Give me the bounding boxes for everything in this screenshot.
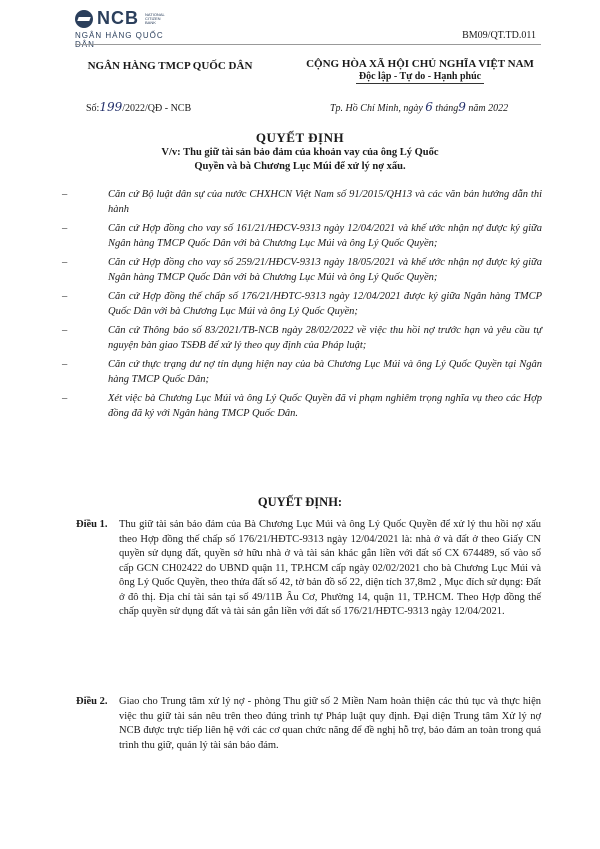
legal-basis-text: Căn cứ Hợp đồng thế chấp số 176/21/HĐTC-9313 ngày 12/04/2021 được ký giữa Ngân hàng TMCP Quốc Dân với bà Chương Lục Múi và ông Lý Quốc Quyền; [108,291,542,317]
form-code: BM09/QT.TD.011 [462,30,536,41]
legal-basis-item [62,256,542,285]
dash-bullet: – [62,393,68,404]
logo-subtext: NATIONAL CITIZEN BANK [145,11,165,25]
document-subject: V/v: Thu giữ tài sản bảo đảm của khoản vay của ông Lý Quốc Quyền và bà Chương Lục Múi để xử lý nợ xấu. [161,147,439,172]
logo-text: NCB [97,8,139,28]
legal-basis-item [62,290,542,319]
legal-basis-text: Căn cứ thực trạng dư nợ tín dụng hiện nay của bà Chương Lục Múi và ông Lý Quốc Quyền tại Ngân hàng TMCP Quốc Dân; [108,359,542,385]
legal-basis-item [62,358,542,387]
article-label: Điều 2. [76,696,108,707]
legal-bases-list [62,188,542,426]
legal-basis-text: Căn cứ Hợp đồng cho vay số 161/21/HĐCV-9313 ngày 12/04/2021 và khế ước nhận nợ được ký giữa Ngân hàng TMCP Quốc Dân với bà Chương Lục Múi và ông Lý Quốc Quyền; [108,223,542,249]
day-handwritten: 6 [425,100,433,114]
article-text: Giao cho Trung tâm xử lý nợ - phòng Thu giữ số 2 Miền Nam hoàn thiện các thủ tục và thực hiện việc thu giữ tài sản nêu trên theo đúng trình tự Pháp luật quy định. Đại diện Trung tâm Xử lý nợ NCB được trực tiếp liên hệ với các cơ quan chức năng để đề nghị hỗ trợ, bảo đảm an toàn trong quá trình thu giữ, quản lý tài sản bảo đảm. [119,696,541,751]
legal-basis-item [62,324,542,353]
nation-name: CỘNG HÒA XÃ HỘI CHỦ NGHĨA VIỆT NAM [306,58,534,70]
article-2 [76,695,541,753]
doc-number-suffix: /2022/QĐ - NCB [122,103,192,114]
place-day-prefix: Tp. Hồ Chí Minh, ngày [330,103,423,114]
issuing-organization: NGÂN HÀNG TMCP QUỐC DÂN [87,60,253,72]
dash-bullet: – [62,189,68,200]
dash-bullet: – [62,291,68,302]
dash-bullet: – [62,359,68,370]
year-text: năm 2022 [468,103,509,114]
legal-basis-item [62,392,542,421]
legal-basis-text: Căn cứ Hợp đồng cho vay số 259/21/HĐCV-9313 ngày 18/05/2021 và khế ước nhận nợ được ký giữa Ngân hàng TMCP Quốc Dân với bà Chương Lục Múi và ông Lý Quốc Quyền; [108,257,542,283]
place-and-date [330,100,508,114]
article-text: Thu giữ tài sản bảo đảm của Bà Chương Lục Múi và ông Lý Quốc Quyền để xử lý thu hồi nợ xấu theo Hợp đồng thế chấp số 176/21/HĐTC-9313 ngày 12/04/2021 là: nhà ở và đất ở theo Giấy CN quyền sử dụng đất, quyền sở hữu nhà ở và tài sản khác gắn liền với đất số CX 674489, số vào sổ cấp GCN CH02422 do UBND quận 11, TP.HCM cấp ngày 02/02/2021 cho bà Chương Lục Múi và ông Lý Quốc Quyền, theo thửa đất số 42, tờ bản đồ số 22, diện tích 37,8m2 , Mục đích sử dụng: Đất ở đô thị. Địa chỉ tài sản tại số 49/11B Âu Cơ, Phường 14, quận 11, TP.HCM. Theo Hợp đồng thế chấp quyền sử dụng đất và tài sản gắn liền với đất số 176/21/HĐTC-9313 ngày 12/04/2021. [119,519,541,617]
header-divider [75,44,541,45]
document-title: QUYẾT ĐỊNH [255,130,345,145]
doc-number-handwritten: 199 [99,100,123,114]
legal-basis-item [62,188,542,217]
dash-bullet: – [62,325,68,336]
dash-bullet: – [62,257,68,268]
legal-basis-text: Căn cứ Thông báo số 83/2021/TB-NCB ngày 28/02/2022 về việc thu hồi nợ trước hạn và yêu cầu tự nguyện bàn giao TSĐB để xử lý theo quy định của Pháp luật; [108,325,542,351]
decision-heading: QUYẾT ĐỊNH: [257,495,343,509]
document-number [86,100,191,114]
ncb-emblem-icon [75,10,93,28]
legal-basis-item [62,222,542,251]
motto-underline [356,83,484,84]
legal-basis-text: Căn cứ Bộ luật dân sự của nước CHXHCN Việt Nam số 91/2015/QH13 và các văn bản hướng dẫn thi hành [108,189,542,215]
article-1 [76,518,541,620]
doc-number-prefix: Số: [86,103,100,114]
month-handwritten: 9 [458,100,466,114]
nation-motto: Độc lập - Tự do - Hạnh phúc [358,71,482,82]
legal-basis-text: Xét việc bà Chương Lục Múi và ông Lý Quốc Quyền đã vi phạm nghiêm trọng nghĩa vụ theo các Hợp đồng đã ký với Ngân hàng TMCP Quốc Dân. [108,393,542,419]
month-prefix: tháng [435,103,459,114]
dash-bullet: – [62,223,68,234]
bank-logo [75,8,185,44]
logo-bank-name: NGÂN HÀNG QUỐC [75,31,164,40]
national-header [290,58,550,84]
article-label: Điều 1. [76,519,108,530]
